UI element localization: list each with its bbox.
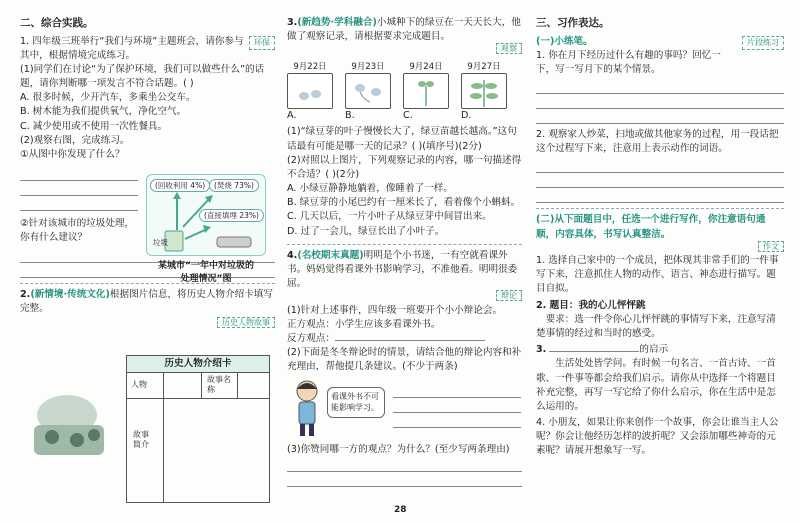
- part2-q2-req: 要求：选一件令你心儿怦怦跳的事情写下来，注意写清楚事情的经过和当时的感受。: [536, 313, 776, 339]
- part1-q2-lines[interactable]: [536, 158, 784, 203]
- q2-tag: 历史人物故事: [217, 317, 275, 328]
- right-column: [536, 16, 784, 459]
- middle-column: [287, 16, 522, 487]
- part1-q2: 2. 观察家人炒菜，扫地或做其他家务的过程，用一段话把这个过程写下来，注意用上表示动作的词语。: [536, 129, 779, 155]
- waste-diagram: [146, 174, 266, 256]
- q1-option-a: A. 很多时候，少开汽车，多乘坐公交车。: [20, 92, 196, 104]
- q3-part2: (2)对照以上图片，下列观察记录的内容，哪一句描述得不合适？( )(2分): [287, 154, 522, 180]
- q3-intro: 3.(新趋势·学科融合)小城种下的绿豆在一天天长大，他做了观察记录，请根据要求完成题目。: [287, 17, 521, 43]
- part1-q1: 1. 你在月下经历过什么有趣的事吗？回忆一下，写一写月下的某个情景。: [536, 49, 721, 75]
- q3-option-a: A. 小绿豆静静地躺着，像睡着了一样。: [287, 183, 453, 195]
- diagram-caption: 某城市“一年中对垃圾的 处理情况”图: [158, 261, 254, 285]
- part2-q2: 2. 题目：我的心儿怦怦跳: [536, 299, 646, 311]
- part1-tag: 片段练习: [742, 36, 784, 50]
- sprout-images: [287, 61, 522, 124]
- q1-part2b: ②针对该城市的垃圾处理，你有什么建议？: [20, 218, 135, 244]
- sprout-b: 9月23日 B.: [345, 61, 391, 124]
- debate-scene: [287, 377, 522, 443]
- answer-lines-a[interactable]: [20, 166, 138, 211]
- q1-tag: 环保: [249, 36, 275, 50]
- q4-part2: (2)下面是冬冬辩论时的情景，请结合他的辩论内容和补充理由，帮他提几条建议。(不少于两条): [287, 347, 522, 373]
- q1-part2a: ①从图中你发现了什么？: [20, 149, 125, 161]
- q3-tag: 观察: [496, 43, 522, 54]
- q1-option-c: C. 减少使用或不使用一次性餐具。: [20, 120, 168, 132]
- part2-q4: 4. 小朋友，如果让你来创作一个故事，你会让谁当主人公呢？你会让他经历怎样的波折呢？又会添加哪些神奇的元素呢？请展开想象写一写。: [536, 417, 779, 457]
- section3-heading: 三、习作表达。: [536, 17, 610, 29]
- q3-blank[interactable]: [549, 351, 639, 352]
- card-story-name-label: 故事名称: [207, 375, 231, 395]
- boy-icon: [287, 377, 327, 437]
- q4-tag: 辩论: [496, 290, 522, 301]
- part2-q3-text: 生活处处皆学问。有时候一句名言、一首古诗、一首歌、一件事等都会给我们启示。请你从中选择一个将题目补充完整，再写一写它给了你什么启示，你在生活中是怎么运用的。: [536, 358, 776, 412]
- q4-con: 反方观点：: [287, 332, 522, 346]
- q4-intro: 4.(名校期末真题)明明是个小书迷，一有空就看课外书。妈妈觉得看课外书影响学习，不准他看。明明很委屈。: [287, 249, 518, 290]
- part2-q1: 1. 选择自己家中的一个成员，把体现其非常手们的一件事写下来，注意抓住人物的动作、语言、神态进行描写。题目自拟。: [536, 255, 779, 295]
- section2-heading: 二、综合实践。: [20, 17, 94, 29]
- q3-part1: (1)“绿豆芽的叶子慢慢长大了，绿豆苗越长越高。”这句话最有可能是哪一天的记录？( )(填序号)(2分): [287, 126, 517, 152]
- sprout-d: 9月27日 D.: [461, 61, 507, 124]
- q1-part2: (2)观察右图，完成练习。: [20, 134, 130, 146]
- q4-answer-lines[interactable]: [287, 457, 522, 487]
- q1-option-b: B. 树木能为我们提供氧气，净化空气。: [20, 106, 187, 118]
- history-illustration: [22, 385, 122, 465]
- part1-title: 片段练习 (一)小练笔。: [536, 35, 784, 49]
- q1-intro: 环保 1. 四年级三班举行“我们与环境”主题班会，请你参与其中，根据情境完成练习。: [20, 35, 275, 63]
- card-person-label: 人物: [131, 380, 147, 389]
- q1-part1: (1)同学们在讨论“为了保护环境，我们可以做些什么”的话题，请你判断哪一项发言不符合话题。( ): [20, 63, 265, 90]
- q3-option-c: C. 几天以后，一片小叶子从绿豆芽中间冒出来。: [287, 211, 492, 223]
- q3-option-b: B. 绿豆芽的小尾巴约有一厘米长了，看着像个小蝌蚪。: [287, 197, 521, 209]
- card-story-intro-label: 故事简介: [133, 430, 149, 450]
- part2-tag: 作文: [758, 241, 784, 252]
- sprout-c: 9月24日 C.: [403, 61, 449, 124]
- suggestion-lines[interactable]: [393, 383, 521, 428]
- part1-q1-lines[interactable]: [536, 79, 784, 124]
- q4-part1: (1)针对上述事件，四年级一班要开个小小辩论会。: [287, 304, 503, 316]
- part2-q3: 3. 的启示: [536, 344, 669, 356]
- sprout-a: 9月22日 A.: [287, 61, 333, 124]
- burn-label: (焚烧 73%): [209, 179, 259, 192]
- q2-intro: 2.(新情境·传统文化)根据图片信息，将历史人物介绍卡填写完整。: [20, 288, 273, 314]
- card-title: 历史人物介绍卡: [127, 356, 269, 373]
- history-card: [126, 355, 270, 503]
- q3-option-d: D. 过了一会儿，绿豆长出了小叶子。: [287, 225, 445, 237]
- page-number: 28: [394, 505, 407, 515]
- speech-bubble: 看课外书不可能影响学习。: [327, 387, 385, 418]
- landfill-label: (直接填埋 23%): [199, 209, 264, 222]
- bin-label: 垃圾: [153, 238, 168, 247]
- recycle-label: (回收利用 4%): [150, 179, 210, 192]
- q4-pro: 正方观点：小学生应该多看课外书。: [287, 318, 441, 330]
- part2-title: (二)从下面题目中，任选一个进行写作，你注意语句通顺，内容具体，书写认真整洁。: [536, 214, 766, 240]
- q4-part3: (3)你赞同哪一方的观点？为什么？(至少写两条理由): [287, 443, 510, 455]
- con-answer-line[interactable]: [335, 340, 485, 341]
